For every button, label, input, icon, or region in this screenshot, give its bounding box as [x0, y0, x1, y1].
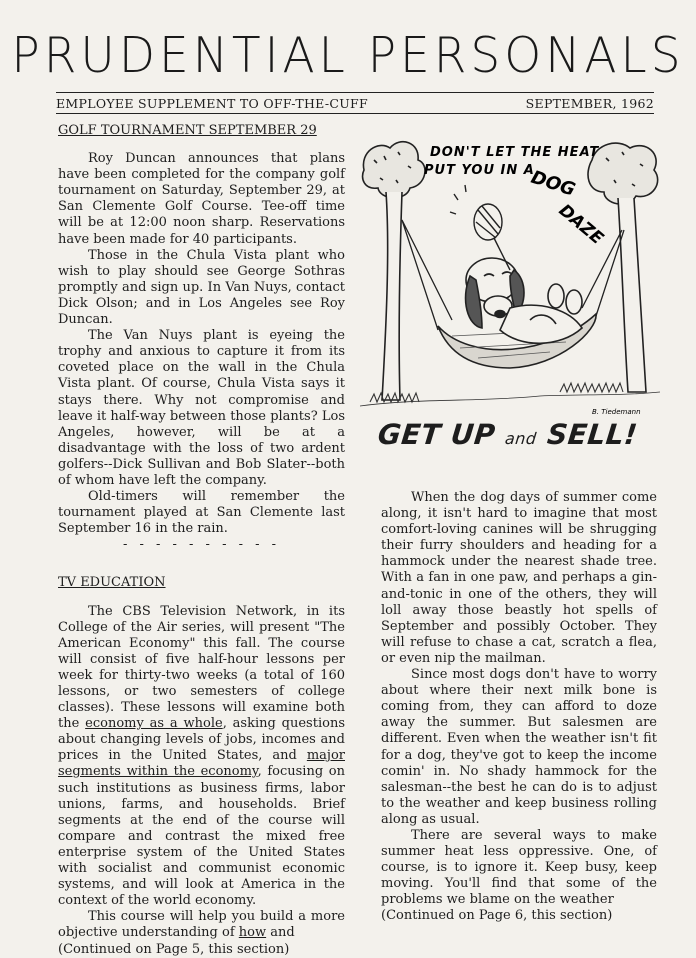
underlined-phrase: major segments within the economy	[58, 748, 345, 780]
dog-paragraph-2: Since most dogs don't have to worry about where their next milk bone is coming from, they can afford to doze away the summer. But salesmen are different. Even when the weather isn't fit for a dog, they've got to keep the income comin' in. No shady hammock for the salesman--the best he can do is to adjust to the weather and keep business rolling along as usual.	[381, 667, 657, 827]
left-column	[58, 123, 345, 958]
tv-paragraph-2: This course will help you build a more objective understanding of how and	[58, 909, 345, 941]
tv-paragraph-1: The CBS Television Network, in its College of the Air series, will present "The American Economy" this fall. The course will consist of five half-hour lessons per week for thirty-two weeks (a total of 160 lessons, or two semesters of college classes). These lessons will examine both the economy as a whole, asking questions about changing levels of jobs, incomes and prices in the United States, and major segments within the economy, focusing on such institutions as business firms, labor unions, farms, and households. Brief segments at the end of the course will compare and contrast the mixed free enterprise system of the United States with socialist and communist economic systems, and will look at America in the context of the world economy.	[58, 603, 345, 909]
dog-figure-icon	[466, 258, 582, 343]
subhead-bar	[56, 92, 654, 114]
section-divider: - - - - - - - - - -	[122, 537, 281, 553]
cartoon-text-line-2: PUT YOU IN A	[424, 163, 535, 178]
artist-signature: B. Tiedemann	[592, 408, 641, 416]
tv-heading: TV EDUCATION	[58, 575, 166, 591]
cartoon-caption: GET UP and SELL!	[376, 418, 640, 451]
continued-note: (Continued on Page 5, this section)	[58, 941, 290, 957]
underlined-phrase: economy as a whole	[85, 716, 223, 732]
golf-paragraph-3: The Van Nuys plant is eyeing the trophy and anxious to capture it from its coveted place on the wall in the Chula Vista plant. Of course, Chula Vista says it stays there. Why not compromise and leave it half-way between those plants? Los Angeles, however, will be at a disadvantage with the loss of two ardent golfers--Dick Sullivan and Bob Slater--both of whom have left the company.	[58, 328, 345, 488]
continued-note: (Continued on Page 6, this section)	[381, 908, 613, 924]
golf-paragraph-4: Old-timers will remember the tournament played at San Clemente last September 16 in the rain.	[58, 489, 345, 537]
right-column	[381, 490, 657, 925]
golf-heading: GOLF TOURNAMENT SEPTEMBER 29	[58, 123, 317, 138]
right-tree-icon	[588, 143, 658, 392]
golf-paragraph-2: Those in the Chula Vista plant who wish to play should see George Sothras promptly and sign up. In Van Nuys, contact Dick Olson; and in Los Angeles see Roy Duncan.	[58, 247, 345, 328]
left-tree-icon	[363, 142, 425, 400]
supplement-label: EMPLOYEE SUPPLEMENT TO OFF-THE-CUFF	[56, 96, 369, 111]
dog-paragraph-3: There are several ways to make summer heat less oppressive. One, of course, is to ignore it. Keep busy, keep moving. You'll find that some of the problems we blame on the weather	[381, 827, 657, 908]
issue-date: SEPTEMBER, 1962	[525, 96, 654, 111]
cartoon-text-line-1: DON'T LET THE HEAT	[430, 145, 600, 160]
dog-paragraph-1: When the dog days of summer come along, it isn't hard to imagine that most comfort-loving canines will be shrugging their furry shoulders and heading for a hammock under the nearest shade tree. With a fan in one paw, and perhaps a gin-and-tonic in one of the others, they will loll away those beastly hot spells of September and possibly October. They will refuse to chase a cat, scratch a flea, or even nip the mailman.	[381, 490, 657, 666]
cartoon-text-dog: DOG	[528, 166, 578, 201]
golf-paragraph-1: Roy Duncan announces that plans have been completed for the company golf tournament on Saturday, September 29, at San Clemente Golf Course. Tee-off time will be at 12:00 noon sharp. Reservations have been made for 40 participants.	[58, 151, 345, 247]
cartoon-text-daze: DAZE	[554, 200, 607, 249]
masthead-title: PRUDENTIAL PERSONALS	[11, 26, 685, 85]
underlined-word: how	[238, 925, 267, 941]
